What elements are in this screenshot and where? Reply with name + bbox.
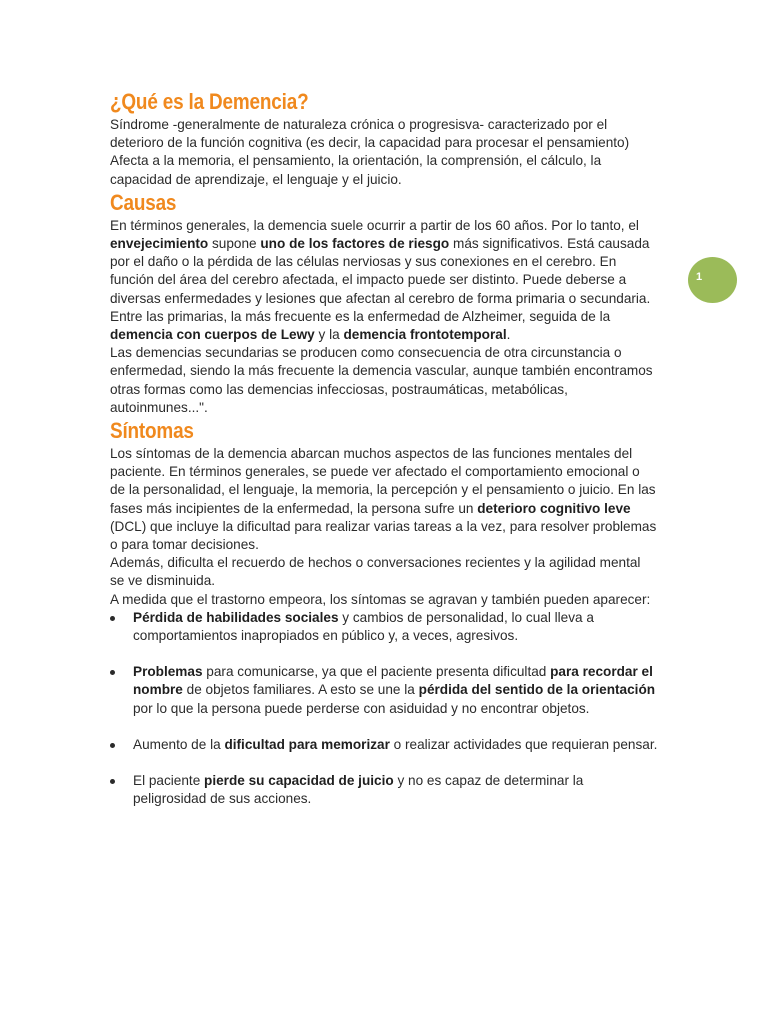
heading-causas: Causas [110, 189, 177, 215]
bold-frontotemporal: demencia frontotemporal [343, 327, 507, 343]
page-number: 1 [696, 271, 703, 283]
paragraph-demencias-secundarias: Las demencias secundarias se producen como consecuencia de otra circunstancia o enfermedad, siendo la más frecuente la demencia vascular, aunque también encontramos otras formas como las demencias infecciosas, postraumáticas, metabólicas, autoinmunes...". [110, 345, 653, 415]
paragraph-causas: En términos generales, la demencia suele ocurrir a partir de los 60 años. Por lo tanto, el envejecimiento supone uno de los factores de riesgo más significativos. Está causada por el daño o la pérdida de las células nerviosas y sus conexiones en el cerebro. En función del área del cerebro afectada, el impacto puede ser distinto. Puede deberse a diversas enfermedades y lesiones que afectan al cerebro de forma primaria o secundaria. Entre las primarias, la más frecuente es la enfermedad de Alzheimer, seguida de la demencia con cuerpos de Lewy y la demencia frontotemporal. [110, 217, 651, 343]
heading-que-es-demencia: ¿Qué es la Demencia? [110, 89, 309, 114]
bullet-icon [110, 743, 115, 748]
list-item: El paciente pierde su capacidad de juicio y no es capaz de determinar la peligrosidad de sus acciones. [110, 772, 658, 808]
paragraph-trastorno: A medida que el trastorno empeora, los síntomas se agravan y también pueden aparecer: [110, 591, 651, 607]
paragraph-sintomas-intro: Los síntomas de la demencia abarcan muchos aspectos de las funciones mentales del paciente. En términos generales, se puede ver afectado el comportamiento emocional o de la personalidad, el lenguaje, la memoria, la percepción y el pensamiento o juicio. En las fases más incipientes de la enfermedad, la persona sufre un deterioro cognitivo leve (DCL) que incluye la dificultad para realizar varias tareas a la vez, para resolver problemas o para tomar decisiones. [110, 446, 657, 553]
page-number-badge [688, 257, 737, 303]
bold-factores-riesgo: uno de los factores de riesgo [260, 236, 450, 252]
bold-envejecimiento: envejecimiento [110, 236, 209, 252]
list-item: Pérdida de habilidades sociales y cambios de personalidad, lo cual lleva a comportamientos inapropiados en público y, a veces, agresivos. [110, 609, 658, 645]
list-item: Aumento de la dificultad para memorizar o realizar actividades que requieran pensar. [110, 736, 658, 754]
symptom-list [110, 609, 658, 809]
list-item: Problemas para comunicarse, ya que el paciente presenta dificultad para recordar el nombre de objetos familiares. A esto se une la pérdida del sentido de la orientación por lo que la persona puede perderse con asiduidad y no encontrar objetos. [110, 663, 658, 718]
paragraph-definicion: Síndrome -generalmente de naturaleza crónica o progresisva- caracterizado por el deterioro de la función cognitiva (es decir, la capacidad para procesar el pensamiento) Afecta a la memoria, el pensamiento, la orientación, la comprensión, el cálculo, la capacidad de aprendizaje, el lenguaje y el juicio. [110, 117, 630, 187]
bold-deterioro-cognitivo: deterioro cognitivo leve [477, 500, 631, 516]
bold-cuerpos-lewy: demencia con cuerpos de Lewy [110, 327, 315, 343]
paragraph-recuerdo: Además, dificulta el recuerdo de hechos o conversaciones recientes y la agilidad mental se ve disminuida. [110, 555, 641, 589]
bullet-icon [110, 616, 115, 621]
bullet-icon [110, 779, 115, 784]
heading-sintomas: Síntomas [110, 418, 194, 444]
bullet-icon [110, 670, 115, 675]
document-body [110, 88, 658, 809]
